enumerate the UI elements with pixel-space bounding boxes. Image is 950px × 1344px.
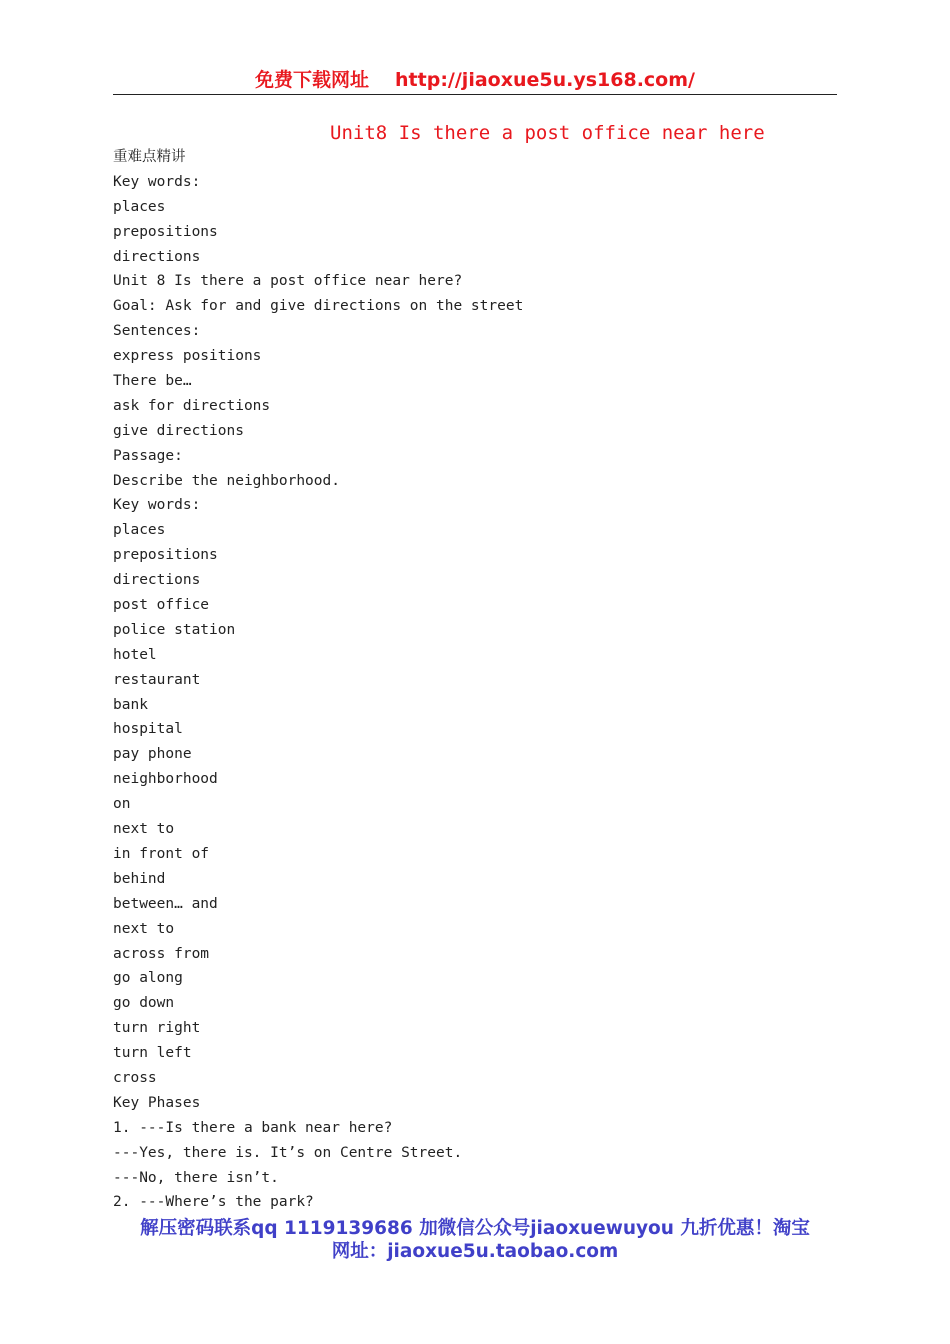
text-line: turn left <box>113 1045 192 1062</box>
text-line: restaurant <box>113 671 201 688</box>
text-line: 1. ---Is there a bank near here? <box>113 1119 393 1136</box>
text-line: Key Phases <box>113 1094 201 1111</box>
text-line: There be… <box>113 373 192 390</box>
page-footer <box>113 1217 837 1263</box>
text-line: directions <box>113 572 201 589</box>
document-title: Unit8 Is there a post office near here <box>330 122 765 144</box>
text-line: 重难点精讲 <box>113 149 186 165</box>
text-line: in front of <box>113 845 210 862</box>
text-line: Unit 8 Is there a post office near here? <box>113 273 463 290</box>
text-line: ---Yes, there is. It’s on Centre Street. <box>113 1144 463 1161</box>
text-line: on <box>113 796 131 813</box>
text-line: next to <box>113 821 175 838</box>
text-line: Goal: Ask for and give directions on the street <box>113 298 524 315</box>
header-url-link[interactable]: http://jiaoxue5u.ys168.com/ <box>395 69 695 91</box>
text-line: ask for directions <box>113 397 271 414</box>
text-line: prepositions <box>113 223 218 240</box>
text-line: Passage: <box>113 447 183 464</box>
text-line: between… and <box>113 895 218 912</box>
text-line: 2. ---Where’s the park? <box>113 1194 314 1211</box>
text-line: go down <box>113 995 175 1012</box>
text-line: Key words: <box>113 173 201 190</box>
text-line: post office <box>113 597 210 614</box>
text-line: pay phone <box>113 746 192 763</box>
text-line: Describe the neighborhood. <box>113 472 340 489</box>
text-line: give directions <box>113 422 244 439</box>
footer-contact-line: 解压密码联系qq 1119139686 加微信公众号jiaoxuewuyou 九折优惠！淘宝 <box>140 1218 810 1239</box>
text-line: directions <box>113 248 201 265</box>
footer-url-line[interactable]: 网址：jiaoxue5u.taobao.com <box>331 1241 619 1262</box>
text-line: behind <box>113 870 166 887</box>
text-line: cross <box>113 1069 157 1086</box>
text-line: places <box>113 522 166 539</box>
text-line: next to <box>113 920 175 937</box>
text-line: go along <box>113 970 183 987</box>
text-line: Key words: <box>113 497 201 514</box>
text-line: police station <box>113 621 236 638</box>
header-label: 免费下载网址 <box>255 69 370 91</box>
text-line: across from <box>113 945 210 962</box>
page-header <box>113 66 837 95</box>
text-line: hotel <box>113 646 157 663</box>
text-line: places <box>113 198 166 215</box>
document-body <box>113 145 837 1215</box>
text-line: Sentences: <box>113 323 201 340</box>
text-line: neighborhood <box>113 771 218 788</box>
text-line: prepositions <box>113 547 218 564</box>
text-line: hospital <box>113 721 183 738</box>
text-line: bank <box>113 696 148 713</box>
text-line: express positions <box>113 348 262 365</box>
text-line: turn right <box>113 1020 201 1037</box>
text-line: ---No, there isn’t. <box>113 1169 279 1186</box>
